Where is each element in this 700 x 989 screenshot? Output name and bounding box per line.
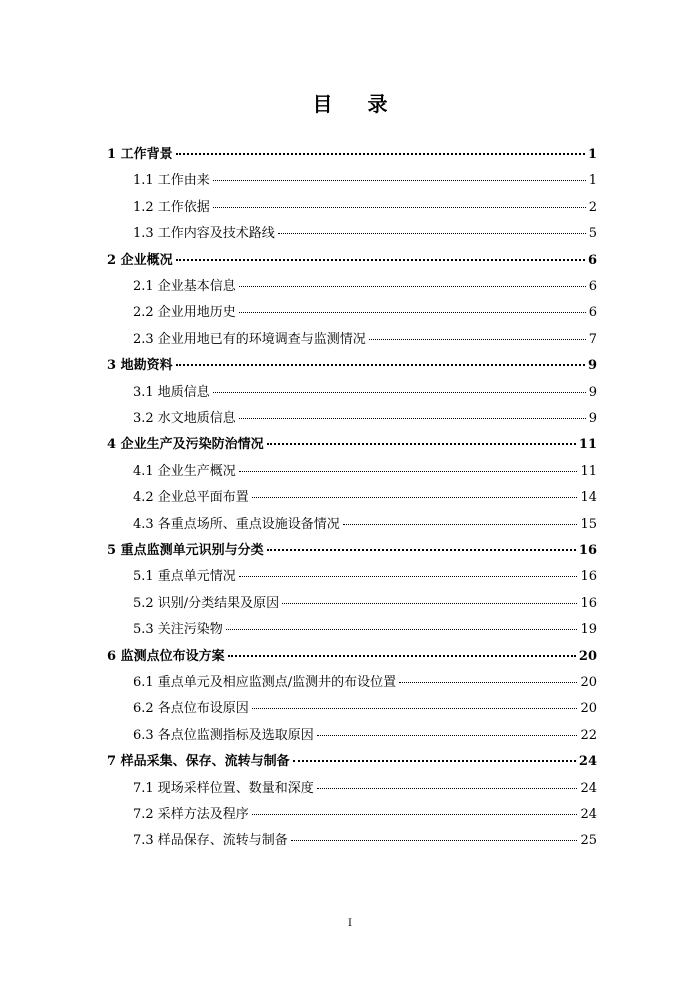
toc-entry-page-number: 20 [580,701,597,717]
toc-entry-page-number: 19 [580,622,597,638]
toc-entry-label: 6 监测点位布设方案 [107,648,225,664]
toc-entry-label: 5.1 重点单元情况 [133,569,236,585]
toc-entry-label: 3.1 地质信息 [133,384,210,400]
toc-entry-page-number: 16 [580,569,597,585]
toc-section-entry[interactable] [133,199,597,217]
toc-entry-label: 6.1 重点单元及相应监测点/监测井的布设位置 [133,675,397,690]
toc-entry-label: 7 样品采集、保存、流转与制备 [107,754,290,770]
toc-entry-page-number: 24 [580,780,597,796]
toc-entry-label: 4.2 企业总平面布置 [133,490,249,506]
toc-section-entry[interactable] [133,489,597,507]
toc-section-entry[interactable] [133,304,597,322]
toc-chapter-entry[interactable] [107,357,597,375]
toc-section-entry[interactable] [133,674,597,692]
page-title: 目 录 [312,92,402,116]
toc-entry-page-number: 20 [580,675,597,690]
toc-entry-page-number: 6 [587,252,597,268]
toc-entry-page-number: 6 [588,305,597,321]
toc-section-entry[interactable] [133,595,597,613]
toc-section-entry[interactable] [133,568,597,586]
toc-entry-page-number: 6 [588,279,597,294]
toc-section-entry[interactable] [133,806,597,824]
toc-entry-page-number: 9 [588,384,597,400]
toc-section-entry[interactable] [133,832,597,850]
toc-chapter-entry[interactable] [107,542,597,560]
toc-entry-page-number: 1 [587,147,597,162]
toc-chapter-entry[interactable] [107,146,597,164]
toc-entry-label: 3.2 水文地质信息 [133,411,236,426]
toc-dot-leader [213,207,586,208]
toc-dot-leader [239,286,586,287]
toc-entry-page-number: 25 [580,833,597,849]
toc-dot-leader [176,153,585,155]
toc-entry-label: 1.1 工作由来 [133,173,210,189]
toc-dot-leader [267,549,576,551]
toc-entry-label: 1.3 工作内容及技术路线 [133,226,275,242]
toc-dot-leader [226,629,578,630]
toc-entry-page-number: 5 [588,226,597,242]
toc-dot-leader [239,471,578,472]
toc-dot-leader [252,814,578,815]
toc-entry-label: 2.2 企业用地历史 [133,305,236,321]
toc-section-entry[interactable] [133,700,597,718]
page-number: I [348,918,352,929]
toc-dot-leader [252,708,578,709]
toc-chapter-entry[interactable] [107,436,597,454]
toc-section-entry[interactable] [133,172,597,190]
toc-dot-leader [343,524,578,525]
toc-entry-label: 5.2 识别/分类结果及原因 [133,595,280,611]
toc-entry-label: 1 工作背景 [107,147,173,162]
toc-dot-leader [213,392,586,393]
toc-entry-page-number: 16 [580,595,597,611]
toc-entry-page-number: 20 [578,648,597,664]
toc-entry-page-number: 1 [588,173,597,189]
toc-entry-label: 6.2 各点位布设原因 [133,701,249,717]
toc-chapter-entry[interactable] [107,252,597,270]
toc-entry-label: 5.3 关注污染物 [133,622,223,638]
toc-section-entry[interactable] [133,384,597,402]
toc-entry-label: 2 企业概况 [107,252,173,268]
toc-entry-page-number: 2 [588,199,597,215]
toc-dot-leader [317,735,578,736]
toc-entry-label: 2.1 企业基本信息 [133,279,236,294]
toc-section-entry[interactable] [133,331,597,349]
toc-dot-leader [239,312,586,313]
toc-entry-page-number: 9 [587,358,597,374]
toc-dot-leader [252,497,578,498]
toc-dot-leader [176,259,585,261]
toc-entry-label: 7.3 样品保存、流转与制备 [133,833,288,849]
toc-entry-label: 7.2 采样方法及程序 [133,807,249,822]
toc-entry-page-number: 24 [578,754,597,770]
toc-section-entry[interactable] [133,278,597,296]
toc-entry-label: 4.1 企业生产概况 [133,463,236,479]
toc-dot-leader [228,655,576,657]
toc-entry-label: 4.3 各重点场所、重点设施设备情况 [133,516,340,532]
toc-section-entry[interactable] [133,410,597,428]
toc-dot-leader [239,576,578,577]
toc-dot-leader [317,788,578,789]
toc-dot-leader [239,418,586,419]
toc-entry-label: 3 地勘资料 [107,358,173,374]
toc-dot-leader [213,180,586,181]
toc-section-entry[interactable] [133,516,597,534]
toc-entry-page-number: 22 [580,727,597,743]
toc-dot-leader [267,443,576,445]
toc-entry-label: 7.1 现场采样位置、数量和深度 [133,780,314,796]
toc-section-entry[interactable] [133,463,597,481]
toc-entry-page-number: 11 [578,437,597,453]
toc-dot-leader [282,603,577,604]
toc-section-entry[interactable] [133,225,597,243]
toc-entry-label: 5 重点监测单元识别与分类 [107,543,264,558]
toc-section-entry[interactable] [133,621,597,639]
toc-entry-page-number: 7 [588,331,597,347]
toc-entry-label: 6.3 各点位监测指标及选取原因 [133,727,314,743]
toc-dot-leader [369,339,586,340]
toc-chapter-entry[interactable] [107,753,597,771]
toc-entry-page-number: 24 [580,807,597,822]
toc-dot-leader [278,233,586,234]
toc-section-entry[interactable] [133,727,597,745]
toc-entry-page-number: 9 [588,411,597,426]
toc-entry-page-number: 11 [580,463,597,479]
toc-chapter-entry[interactable] [107,648,597,666]
toc-entry-label: 4 企业生产及污染防治情况 [107,437,264,453]
toc-dot-leader [176,364,585,366]
toc-entry-page-number: 16 [578,543,597,558]
toc-entry-label: 1.2 工作依据 [133,199,210,215]
toc-section-entry[interactable] [133,780,597,798]
toc-entry-label: 2.3 企业用地已有的环境调查与监测情况 [133,331,366,347]
toc-entry-page-number: 14 [580,490,597,506]
toc-dot-leader [293,760,576,762]
toc-dot-leader [291,840,578,841]
toc-dot-leader [399,682,577,683]
toc-entry-page-number: 15 [580,516,597,532]
